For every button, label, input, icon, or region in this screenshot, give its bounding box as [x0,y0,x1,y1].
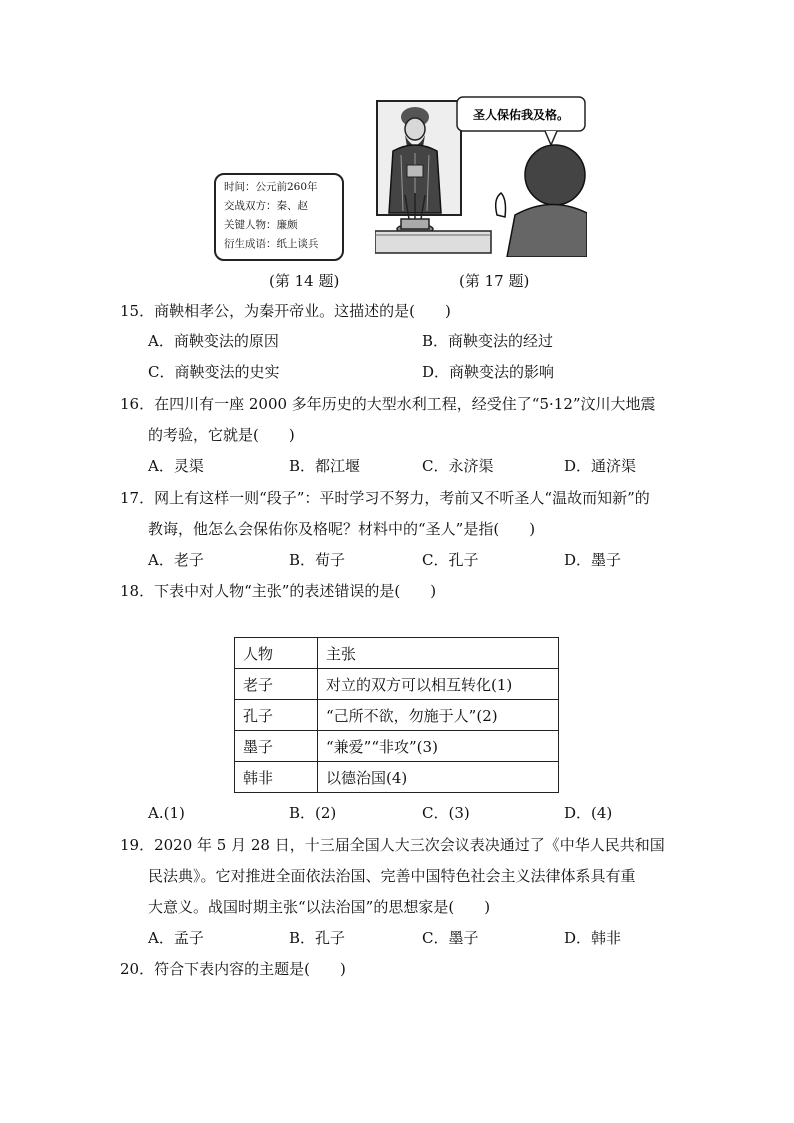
fig14-info-box [214,173,344,261]
q16-stem-line1: 16．在四川有一座 2000 多年历史的大型水利工程，经受住了“5·12”汶川大地震 [120,395,656,413]
table-cell-person: 老子 [235,669,318,700]
q16-option-d[interactable]: D．通济渠 [564,457,637,475]
table-cell-person: 孔子 [235,700,318,731]
q20-stem: 20．符合下表内容的主题是( ) [120,960,346,978]
q18-option-d[interactable]: D．(4) [564,804,613,822]
q19-option-b[interactable]: B．孔子 [289,929,346,947]
table-header-person: 人物 [235,638,318,669]
fig14-row-person: 关键人物：廉颇 [224,219,298,231]
q18-option-a[interactable]: A.(1) [148,804,185,822]
table-row [235,762,559,793]
fig17-caption: (第 17 题) [459,272,530,290]
q15-option-d[interactable]: D．商鞅变法的影响 [422,363,555,381]
q19-option-c[interactable]: C．墨子 [422,929,479,947]
table-cell-person: 韩非 [235,762,318,793]
q17-option-a[interactable]: A．老子 [148,551,204,569]
q17-stem-line1: 17．网上有这样一则“段子”：平时学习不努力，考前又不听圣人“温故而知新”的 [120,489,650,507]
q15-option-b[interactable]: B．商鞅变法的经过 [422,332,554,350]
table-cell-person: 墨子 [235,731,318,762]
q17-option-c[interactable]: C．孔子 [422,551,479,569]
table-cell-proposition: 对立的双方可以相互转化(1) [318,669,559,700]
q19-option-a[interactable]: A．孟子 [148,929,204,947]
q16-stem-line2: 的考验，它就是( ) [148,426,295,444]
table-header-proposition: 主张 [318,638,559,669]
praying-person-icon [496,145,587,257]
q17-option-b[interactable]: B．荀子 [289,551,346,569]
table-cell-proposition: 以德治国(4) [318,762,559,793]
q17-option-d[interactable]: D．墨子 [564,551,622,569]
fig14-row-time: 时间：公元前260年 [224,181,318,193]
speech-bubble-text: 圣人保佑我及格。 [472,108,570,122]
table-surface [375,231,491,253]
q18-stem: 18．下表中对人物“主张”的表述错误的是( ) [120,582,437,600]
table-cell-proposition: “己所不欲，勿施于人”(2) [318,700,559,731]
q19-stem-line2: 民法典》。它对推进全面依法治国、完善中国特色社会主义法律体系具有重 [148,867,636,885]
fig14-caption: (第 14 题) [269,272,340,290]
q16-option-c[interactable]: C．永济渠 [422,457,494,475]
fig14-row-idiom: 衍生成语：纸上谈兵 [224,238,319,250]
table-row [235,669,559,700]
table-row [235,731,559,762]
q15-stem: 15．商鞅相孝公，为秦开帝业。这描述的是( ) [120,302,451,320]
q19-stem-line3: 大意义。战国时期主张“以法治国”的思想家是( ) [148,898,491,916]
table-row [235,700,559,731]
table-cell-proposition: “兼爱”“非攻”(3) [318,731,559,762]
q19-stem-line1: 19．2020 年 5 月 28 日，十三届全国人大三次会议表决通过了《中华人民共和国 [120,836,665,854]
fig14-row-sides: 交战双方：秦、赵 [224,200,308,212]
table-header-row [235,638,559,669]
q15-option-a[interactable]: A．商鞅变法的原因 [148,332,279,350]
q18-table [234,637,559,793]
q16-option-a[interactable]: A．灵渠 [148,457,204,475]
q18-option-c[interactable]: C．(3) [422,804,470,822]
q18-option-b[interactable]: B．(2) [289,804,337,822]
q19-option-d[interactable]: D．韩非 [564,929,622,947]
q16-option-b[interactable]: B．都江堰 [289,457,361,475]
q17-stem-line2: 教诲，他怎么会保佑你及格呢？材料中的“圣人”是指( ) [148,520,536,538]
fig17-cartoon [375,95,587,257]
q15-option-c[interactable]: C．商鞅变法的史实 [148,363,280,381]
